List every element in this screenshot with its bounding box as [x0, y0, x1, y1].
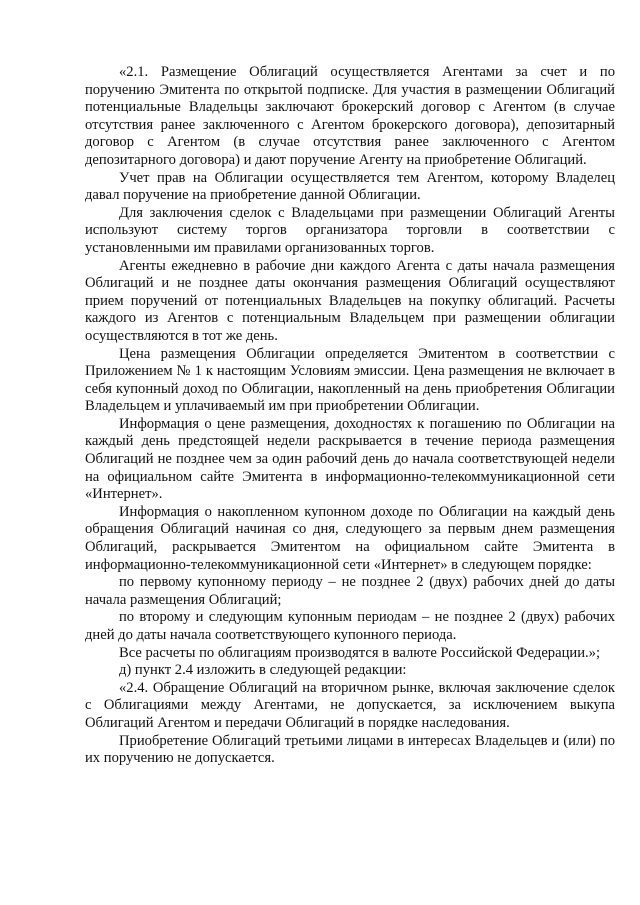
paragraph-currency: Все расчеты по облигациям производятся в валюте Российской Федерации.»; — [119, 644, 601, 661]
paragraph-third-parties: Приобретение Облигаций третьими лицами в интересах Владельцев и (или) по их поручению не допускается. — [85, 732, 615, 767]
paragraph-next-coupons: по второму и следующим купонным периодам – не позднее 2 (двух) рабочих дней до даты начала соответствующего купонного периода. — [85, 609, 615, 643]
paragraph-trading-system: Для заключения сделок с Владельцами при размещении Облигаций Агенты используют систему торгов организатора торговли в соответствии с установленными им правилами организованных торгов. — [85, 204, 615, 256]
paragraph-agent-orders: Агенты ежедневно в рабочие дни каждого Агента с даты начала размещения Облигаций и не позднее даты окончания размещения Облигаций осуществляют прием поручений от потенциальных Владельцев на покупку облигаций. Расчеты каждого из Агентов с потенциальным Владельцем при размещении облигации осуществляются в тот же день. — [85, 257, 615, 344]
paragraph-item-d: д) пункт 2.4 изложить в следующей редакции: — [119, 662, 407, 679]
paragraph-2-1: «2.1. Размещение Облигаций осуществляется Агентами за счет и по поручению Эмитента по открытой подписке. Для участия в размещении Облигаций потенциальные Владельцы заключают брокерский договор с Агентом (в случае отсутствия ранее заключенного с Агентом брокерского договора), депозитарный договор с Агентом (в случае отсутствия ранее заключенного с Агентом депозитарного договора) и дают поручение Агенту на приобретение Облигаций. — [85, 64, 615, 168]
paragraph-first-coupon: по первому купонному периоду – не позднее 2 (двух) рабочих дней до даты начала размещения Облигаций; — [85, 574, 615, 608]
paragraph-placement-price: Цена размещения Облигации определяется Эмитентом в соответствии с Приложением № 1 к настоящим Условиям эмиссии. Цена размещения не включает в себя купонный доход по Облигации, накопленный на день приобретения Облигации Владельцем и уплачиваемый им при приобретении Облигации. — [85, 345, 615, 415]
paragraph-coupon-disclosure: Информация о накопленном купонном доходе по Облигации на каждый день обращения Облигаций начиная со дня, следующего за первым днем размещения Облигаций, раскрывается Эмитентом на официальном сайте Эмитента в информационно-телекоммуникационной сети «Интернет» в следующем порядке: — [85, 503, 615, 573]
paragraph-2-4: «2.4. Обращение Облигаций на вторичном рынке, включая заключение сделок с Облигациями между Агентами, не допускается, за исключением выкупа Облигаций Агентом и передачи Облигаций в порядке наследования. — [85, 679, 615, 731]
paragraph-rights-accounting: Учет прав на Облигации осуществляется тем Агентом, которому Владелец давал поручение на приобретение данной Облигации. — [85, 169, 615, 204]
paragraph-price-disclosure: Информация о цене размещения, доходностях к погашению по Облигации на каждый день предстоящей недели раскрывается в течение периода размещения Облигаций не позднее чем за один рабочий день до начала соответствующей недели на официальном сайте Эмитента в информационно-телекоммуникационной сети «Интернет». — [85, 415, 615, 503]
